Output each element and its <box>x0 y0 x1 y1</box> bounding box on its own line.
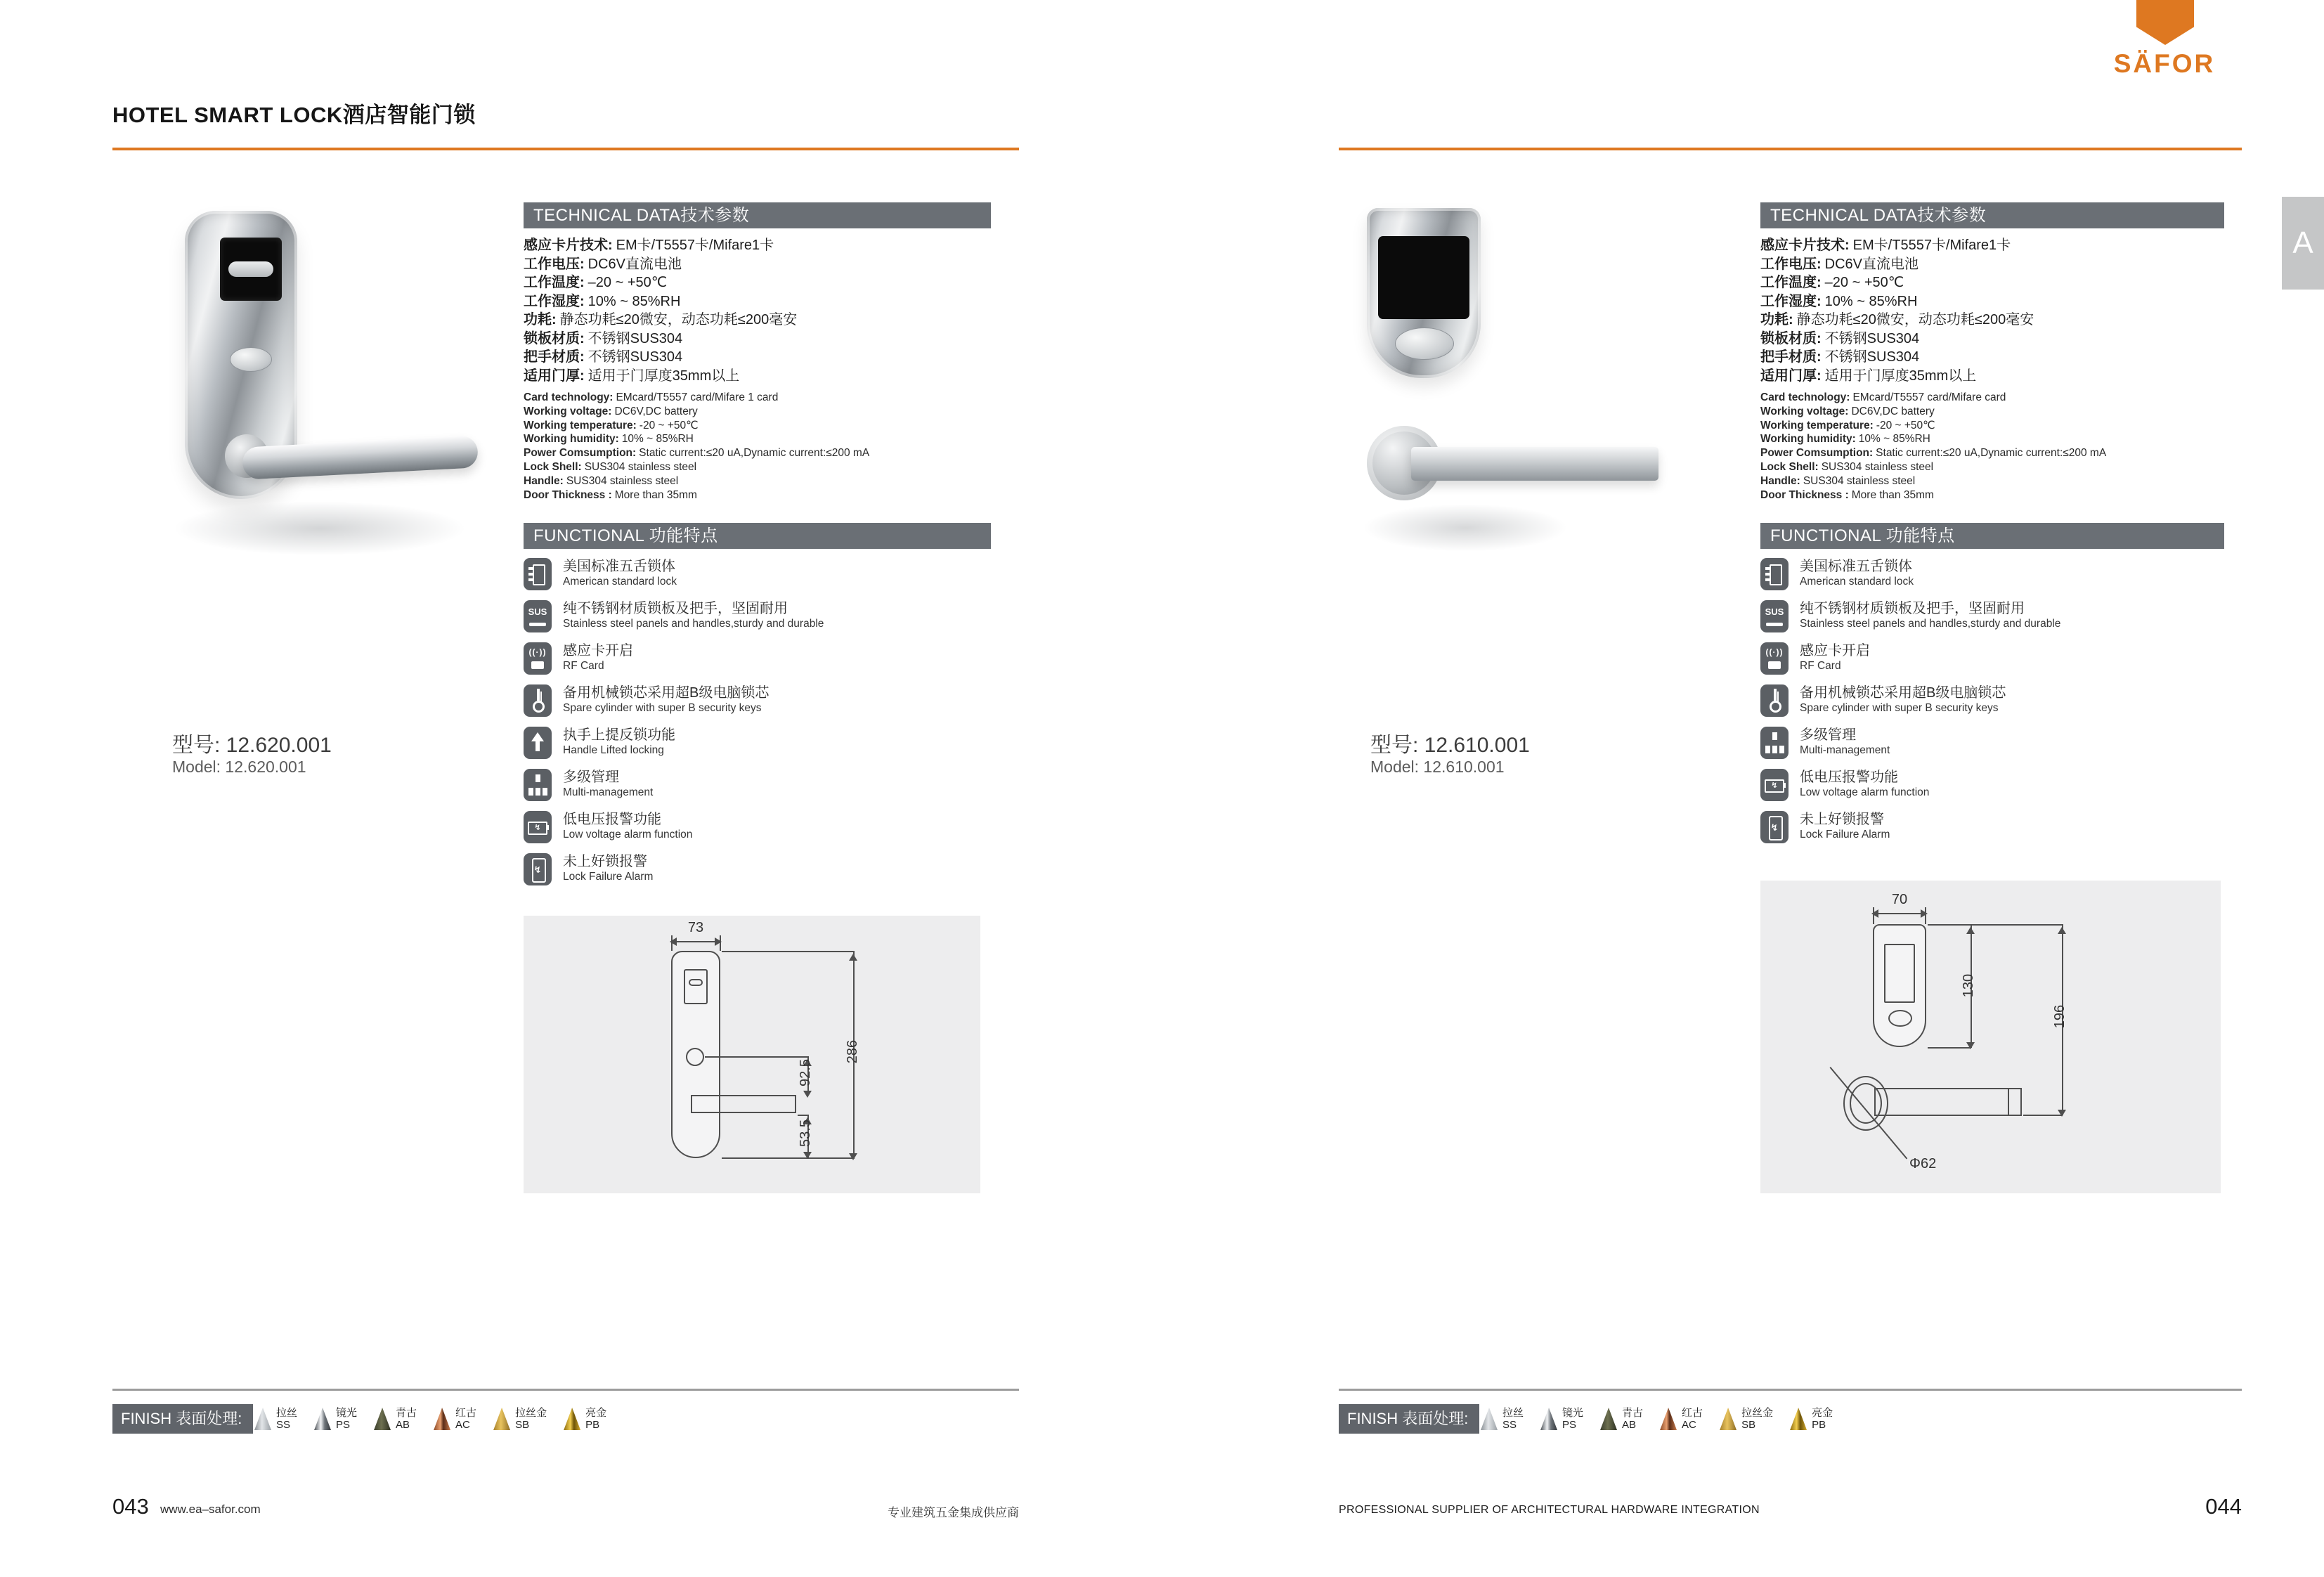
spec-line-en <box>524 391 1015 405</box>
drawing-button <box>686 1048 704 1066</box>
product-reflection <box>1360 503 1571 552</box>
spec-value: 不锈钢SUS304 <box>588 330 683 346</box>
handle-lift-icon <box>524 727 552 759</box>
card-slot <box>228 261 273 277</box>
feature-text-cn: 感应卡开启 <box>1800 643 1870 658</box>
finish-code: AB <box>1622 1419 1637 1431</box>
spec-value: DC6V,DC battery <box>614 405 698 417</box>
spec-value: 不锈钢SUS304 <box>1824 349 1920 365</box>
spec-line-cn <box>524 311 1008 330</box>
feature-item <box>1760 811 2245 843</box>
spec-value: Static current:≤20 uA,Dynamic current:≤200 mA <box>1876 447 2107 460</box>
model-number-en: Model: 12.610.001 <box>1370 758 1505 776</box>
finish-name-cn: 红古 <box>455 1407 477 1419</box>
finish-swatches <box>1481 1403 1833 1435</box>
spec-value: DC6V直流电池 <box>1824 256 1919 272</box>
spec-label: Lock Shell: <box>1760 460 1819 473</box>
spec-label: Working temperature: <box>524 419 637 431</box>
specs-en-list <box>524 391 1015 502</box>
brand-logo-text: SÄFOR <box>2113 49 2216 78</box>
finish-swatch <box>564 1407 606 1431</box>
spec-label: Handle: <box>524 474 564 487</box>
finish-swatch <box>434 1407 476 1431</box>
dim-total-height: 196 <box>2052 1004 2068 1029</box>
tagline-cn: 专业建筑五金集成供应商 <box>888 1506 1019 1519</box>
spec-label: 工作湿度: <box>1760 293 1822 309</box>
spec-value: SUS304 stainless steel <box>1821 460 1934 473</box>
feature-item <box>524 853 1008 885</box>
reader-button <box>1395 327 1454 360</box>
spec-label: 功耗: <box>1760 312 1793 327</box>
feature-item <box>524 600 1008 632</box>
spec-label: 功耗: <box>524 312 557 327</box>
finish-swatches <box>254 1403 606 1435</box>
header-rule-left <box>112 148 1019 150</box>
dim-button-to-handle: 92.5 <box>797 1059 813 1086</box>
spec-line-cn <box>524 330 1008 349</box>
AB-finish-cone <box>1600 1408 1617 1430</box>
feature-text-cn: 美国标准五舌锁体 <box>1800 559 1912 574</box>
spec-line-en <box>1760 405 2252 419</box>
finish-divider <box>112 1389 1019 1391</box>
feature-text-cn: 多级管理 <box>563 770 619 785</box>
feature-text-en: Lock Failure Alarm <box>563 871 654 883</box>
spec-line-en <box>524 474 1015 488</box>
spec-line-cn <box>524 255 1008 274</box>
spec-label: Card technology: <box>524 391 614 403</box>
finish-code: AB <box>396 1419 410 1431</box>
finish-name-cn: 镜光 <box>1562 1407 1584 1419</box>
drawing-lever <box>691 1095 796 1113</box>
rf-card-icon <box>1760 642 1789 675</box>
section-index-tab: A <box>2282 197 2324 290</box>
spec-line-cn <box>524 236 1008 255</box>
finish-code: AC <box>1682 1419 1696 1431</box>
spec-line-cn <box>1760 367 2245 386</box>
spec-value: SUS304 stainless steel <box>566 474 679 487</box>
spec-line-en <box>524 405 1015 419</box>
AB-finish-cone <box>374 1408 391 1430</box>
spec-line-cn <box>1760 273 2245 292</box>
drawing-lever <box>1874 1088 2022 1116</box>
spec-line-en <box>1760 488 2252 502</box>
spec-value: 不锈钢SUS304 <box>588 349 683 365</box>
spec-label: 感应卡片技术: <box>524 238 613 253</box>
spec-value: EMcard/T5557 card/Mifare 1 card <box>616 391 779 403</box>
spec-value: More than 35mm <box>614 488 697 501</box>
spec-value: 10% ~ 85%RH <box>1858 433 1930 446</box>
spare-key-icon <box>1760 684 1789 717</box>
finish-header: FINISH 表面处理: <box>112 1404 253 1434</box>
spec-label: 把手材质: <box>524 349 585 365</box>
page-title: HOTEL SMART LOCK酒店智能门锁 <box>112 103 476 127</box>
feature-text-cn: 多级管理 <box>1800 727 1856 743</box>
spec-label: Door Thickness : <box>1760 488 1849 501</box>
spec-value: -20 ~ +50℃ <box>639 419 699 431</box>
rf-card-icon <box>524 642 552 675</box>
feature-item <box>1760 642 2245 675</box>
AC-finish-cone <box>1660 1408 1677 1430</box>
finish-name-cn: 拉丝金 <box>1741 1407 1774 1419</box>
feature-text-cn: 执手上提反锁功能 <box>563 727 675 743</box>
spec-line-cn <box>1760 292 2245 311</box>
spec-value: 静态功耗≤20微安，动态功耗≤200毫安 <box>1796 312 2034 327</box>
spec-label: Working humidity: <box>524 433 619 446</box>
spec-line-en <box>1760 419 2252 433</box>
feature-text-cn: 纯不锈钢材质锁板及把手，坚固耐用 <box>563 601 788 616</box>
spec-line-en <box>524 419 1015 433</box>
SB-finish-cone <box>493 1408 510 1430</box>
finish-swatch <box>254 1407 297 1431</box>
spec-line-cn <box>524 348 1008 367</box>
finish-code: SS <box>276 1419 291 1431</box>
feature-text-cn: 备用机械锁芯采用超B级电脑锁芯 <box>563 685 770 701</box>
specs-en-list <box>1760 391 2252 502</box>
spec-label: Working voltage: <box>524 405 612 417</box>
finish-code: PB <box>1812 1419 1826 1431</box>
spec-value: 静态功耗≤20微安，动态功耗≤200毫安 <box>559 312 798 327</box>
tagline-en: PROFESSIONAL SUPPLIER OF ARCHITECTURAL HARDWARE INTEGRATION <box>1339 1504 1760 1516</box>
finish-name-cn: 红古 <box>1682 1407 1703 1419</box>
model-number-cn: 型号: 12.610.001 <box>1370 734 1530 757</box>
finish-code: SB <box>1741 1419 1756 1431</box>
spec-line-cn <box>1760 236 2245 255</box>
dimension-diagram-12.610.001 <box>1760 881 2221 1193</box>
product-reflection <box>169 500 471 557</box>
finish-name-cn: 亮金 <box>585 1407 607 1419</box>
spare-key-icon <box>524 684 552 717</box>
feature-text-en: Low voltage alarm function <box>563 829 693 841</box>
spec-line-en <box>524 446 1015 460</box>
spec-label: 工作温度: <box>1760 275 1822 290</box>
feature-item <box>524 811 1008 843</box>
handle-lever <box>1411 447 1658 481</box>
spec-value: SUS304 stainless steel <box>584 460 697 473</box>
feature-item <box>1760 684 2245 717</box>
feature-text-cn: 低电压报警功能 <box>1800 770 1898 785</box>
feature-item <box>524 684 1008 717</box>
spec-line-en <box>524 488 1015 502</box>
spec-value: 10% ~ 85%RH <box>621 433 694 446</box>
spec-value: –20 ~ +50℃ <box>1824 275 1904 290</box>
finish-code: SS <box>1502 1419 1517 1431</box>
AC-finish-cone <box>434 1408 450 1430</box>
functional-header: FUNCTIONAL 功能特点 <box>524 523 991 549</box>
spec-value: DC6V,DC battery <box>1851 405 1935 417</box>
finish-name-cn: 镜光 <box>336 1407 358 1419</box>
feature-text-cn: 未上好锁报警 <box>563 854 647 869</box>
spec-line-en <box>1760 460 2252 474</box>
spec-line-en <box>1760 391 2252 405</box>
spec-label: Card technology: <box>1760 391 1850 403</box>
dim-width: 70 <box>1891 892 1908 907</box>
lock-body-icon <box>524 558 552 590</box>
feature-item <box>524 558 1008 590</box>
finish-swatch <box>374 1407 417 1431</box>
spec-label: Working humidity: <box>1760 433 1856 446</box>
feature-text-en: Spare cylinder with super B security keys <box>1800 702 1999 714</box>
spec-value: DC6V直流电池 <box>588 256 682 272</box>
spec-value: EM卡/T5557卡/Mifare1卡 <box>1852 238 2011 253</box>
spec-label: Door Thickness : <box>524 488 612 501</box>
spec-label: Lock Shell: <box>524 460 582 473</box>
spec-label: Working temperature: <box>1760 419 1874 431</box>
drawing-card-slot <box>689 979 703 986</box>
card-reader-screen <box>1378 236 1469 319</box>
feature-text-cn: 未上好锁报警 <box>1800 812 1884 827</box>
header-rule-right <box>1339 148 2242 150</box>
spec-line-en <box>524 432 1015 446</box>
page-number-left: 043 <box>112 1494 149 1519</box>
model-number-cn: 型号: 12.620.001 <box>172 734 332 757</box>
spec-label: 适用门厚: <box>1760 368 1822 384</box>
feature-text-en: Multi-management <box>1800 744 1890 756</box>
feature-text-en: Low voltage alarm function <box>1800 786 1930 798</box>
spec-label: 把手材质: <box>1760 349 1822 365</box>
lock-button <box>230 347 272 372</box>
spec-line-en <box>1760 446 2252 460</box>
feature-text-cn: 备用机械锁芯采用超B级电脑锁芯 <box>1800 685 2006 701</box>
PS-finish-cone <box>1540 1408 1557 1430</box>
finish-code: PB <box>585 1419 600 1431</box>
finish-name-cn: 亮金 <box>1812 1407 1833 1419</box>
finish-swatch <box>1720 1407 1773 1431</box>
spec-line-cn <box>1760 348 2245 367</box>
finish-swatch <box>1660 1407 1703 1431</box>
spec-value: More than 35mm <box>1851 488 1934 501</box>
SB-finish-cone <box>1720 1408 1736 1430</box>
spec-value: EMcard/T5557 card/Mifare card <box>1852 391 2006 403</box>
spec-label: 工作电压: <box>524 256 585 272</box>
PB-finish-cone <box>564 1408 580 1430</box>
technical-data-header: TECHNICAL DATA技术参数 <box>1760 202 2224 228</box>
spec-value: 适用于门厚度35mm以上 <box>588 368 740 384</box>
lock-failure-icon <box>524 853 552 885</box>
feature-text-en: Handle Lifted locking <box>563 744 664 756</box>
feature-item <box>1760 769 2245 801</box>
feature-text-en: American standard lock <box>1800 576 1914 588</box>
spec-value: EM卡/T5557卡/Mifare1卡 <box>616 238 774 253</box>
dim-total-height: 286 <box>845 1039 861 1064</box>
finish-code: PS <box>1562 1419 1577 1431</box>
spec-value: SUS304 stainless steel <box>1803 474 1916 487</box>
feature-text-cn: 美国标准五舌锁体 <box>563 559 675 574</box>
feature-text-en: RF Card <box>563 660 604 672</box>
drawing-card-window <box>684 969 708 1004</box>
dim-rosette-diameter: Φ62 <box>1909 1156 1937 1172</box>
spec-label: Handle: <box>1760 474 1800 487</box>
spec-line-en <box>1760 432 2252 446</box>
spec-value: 不锈钢SUS304 <box>1824 330 1920 346</box>
spec-line-cn <box>1760 330 2245 349</box>
spec-line-cn <box>524 273 1008 292</box>
model-number-en: Model: 12.620.001 <box>172 758 306 776</box>
spec-label: Power Comsumption: <box>524 447 637 460</box>
finish-swatch <box>1600 1407 1643 1431</box>
website-url: www.ea–safor.com <box>160 1503 261 1516</box>
finish-swatch <box>1540 1407 1583 1431</box>
features-list <box>524 558 1008 895</box>
specs-cn-list <box>1760 236 2245 385</box>
dimension-diagram-12.620.001 <box>524 916 980 1193</box>
spec-label: Power Comsumption: <box>1760 447 1874 460</box>
finish-code: AC <box>455 1419 470 1431</box>
spec-label: 工作电压: <box>1760 256 1822 272</box>
spec-line-en <box>524 460 1015 474</box>
spec-value: Static current:≤20 uA,Dynamic current:≤200 mA <box>639 447 870 460</box>
finish-name-cn: 拉丝金 <box>515 1407 547 1419</box>
feature-text-cn: 纯不锈钢材质锁板及把手，坚固耐用 <box>1800 601 2025 616</box>
feature-item <box>524 727 1008 759</box>
finish-divider <box>1339 1389 2242 1391</box>
spec-line-cn <box>524 367 1008 386</box>
drawing-button <box>1888 1010 1912 1027</box>
SS-finish-cone <box>254 1408 271 1430</box>
feature-text-cn: 感应卡开启 <box>563 643 633 658</box>
finish-swatch <box>1790 1407 1833 1431</box>
spec-line-en <box>1760 474 2252 488</box>
feature-item <box>1760 558 2245 590</box>
drawing-screen <box>1884 944 1915 1003</box>
finish-name-cn: 拉丝 <box>276 1407 298 1419</box>
multi-management-icon <box>524 769 552 801</box>
spec-label: Working voltage: <box>1760 405 1849 417</box>
finish-swatch <box>493 1407 547 1431</box>
finish-code: SB <box>515 1419 530 1431</box>
spec-label: 工作湿度: <box>524 293 585 309</box>
spec-line-cn <box>1760 311 2245 330</box>
PB-finish-cone <box>1790 1408 1807 1430</box>
finish-name-cn: 青古 <box>396 1407 417 1419</box>
finish-name-cn: 青古 <box>1622 1407 1644 1419</box>
spec-value: 适用于门厚度35mm以上 <box>1824 368 1977 384</box>
page-number-right: 044 <box>2205 1494 2242 1519</box>
feature-text-en: American standard lock <box>563 576 677 588</box>
features-list <box>1760 558 2245 853</box>
SS-finish-cone <box>1481 1408 1498 1430</box>
spec-label: 感应卡片技术: <box>1760 238 1850 253</box>
low-voltage-icon <box>1760 769 1789 801</box>
sus-steel-icon <box>1760 600 1789 632</box>
finish-code: PS <box>336 1419 351 1431</box>
feature-text-en: Spare cylinder with super B security keys <box>563 702 762 714</box>
functional-header: FUNCTIONAL 功能特点 <box>1760 523 2224 549</box>
finish-name-cn: 拉丝 <box>1502 1407 1524 1419</box>
spec-value: 10% ~ 85%RH <box>588 293 681 309</box>
spec-label: 适用门厚: <box>524 368 585 384</box>
feature-text-en: Stainless steel panels and handles,sturdy and durable <box>1800 618 2061 630</box>
spec-value: –20 ~ +50℃ <box>588 275 668 290</box>
low-voltage-icon <box>524 811 552 843</box>
finish-header: FINISH 表面处理: <box>1339 1404 1479 1434</box>
finish-swatch <box>314 1407 357 1431</box>
spec-value: -20 ~ +50℃ <box>1876 419 1935 431</box>
dim-handle-to-bottom: 53.5 <box>797 1120 813 1147</box>
spec-line-cn <box>1760 255 2245 274</box>
brand-banner-icon <box>2136 0 2194 45</box>
feature-item <box>1760 600 2245 632</box>
feature-item <box>1760 727 2245 759</box>
dim-panel-height: 130 <box>1961 973 1977 998</box>
feature-text-cn: 低电压报警功能 <box>563 812 661 827</box>
feature-text-en: Stainless steel panels and handles,sturdy and durable <box>563 618 824 630</box>
lock-body-icon <box>1760 558 1789 590</box>
PS-finish-cone <box>314 1408 331 1430</box>
spec-label: 锁板材质: <box>524 330 585 346</box>
feature-text-en: RF Card <box>1800 660 1841 672</box>
sus-steel-icon <box>524 600 552 632</box>
specs-cn-list <box>524 236 1008 385</box>
dim-width: 73 <box>687 920 704 935</box>
feature-text-en: Lock Failure Alarm <box>1800 829 1890 841</box>
spec-value: 10% ~ 85%RH <box>1824 293 1918 309</box>
spec-line-cn <box>524 292 1008 311</box>
feature-text-en: Multi-management <box>563 786 654 798</box>
technical-data-header: TECHNICAL DATA技术参数 <box>524 202 991 228</box>
multi-management-icon <box>1760 727 1789 759</box>
finish-swatch <box>1481 1407 1524 1431</box>
spec-label: 工作温度: <box>524 275 585 290</box>
feature-item <box>524 642 1008 675</box>
lock-failure-icon <box>1760 811 1789 843</box>
spec-label: 锁板材质: <box>1760 330 1822 346</box>
feature-item <box>524 769 1008 801</box>
